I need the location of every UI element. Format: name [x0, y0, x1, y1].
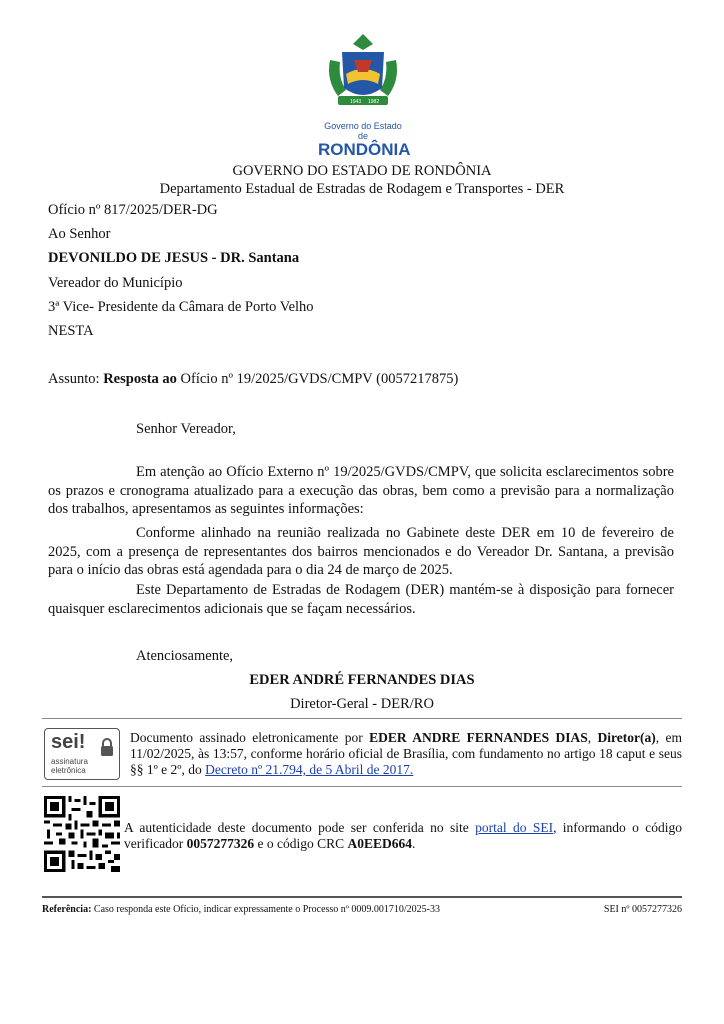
logo-line2: RONDÔNIA — [318, 140, 411, 159]
auth-end: . — [411, 836, 416, 851]
authenticity-statement — [124, 820, 682, 852]
auth-mid2: e o código CRC — [257, 836, 345, 851]
qr-code — [44, 796, 120, 872]
letter-reference: Ofício nº 817/2025/DER-DG — [48, 202, 218, 218]
footer-divider — [42, 896, 682, 898]
divider — [42, 786, 682, 787]
sig-mid: , em 11/02/2025, às 13:57, conforme horário oficial de Brasília, com fundamento no artigo 18 caput e seus §§ 1º e 2º, do — [130, 730, 682, 777]
signer-title: Diretor-Geral - DER/RO — [290, 696, 434, 712]
verification-code: 0057277326 — [186, 836, 255, 851]
subject-bold: Resposta ao — [103, 371, 177, 387]
decree-link[interactable]: Decreto nº 21.794, de 5 Abril de 2017. — [205, 762, 414, 777]
header-line2: Departamento Estadual de Estradas de Rodagem e Transportes - DER — [159, 181, 565, 197]
sig-pre: Documento assinado eletronicamente por — [130, 730, 363, 745]
footer-ref-label: Referência: — [42, 904, 92, 915]
recipient-city: NESTA — [48, 323, 94, 339]
greeting: Senhor Vereador, — [136, 421, 236, 437]
body-paragraph-2: Conforme alinhado na reunião realizada no Gabinete deste DER em 10 de fevereiro de 2025, com a presença de representantes dos bairros mencionados e do Vereador Dr. Santana, a previsão para o início das obras está agendada para o dia 24 de março de 2025. — [48, 525, 674, 578]
divider — [42, 718, 682, 719]
signer-name: EDER ANDRÉ FERNANDES DIAS — [249, 672, 475, 688]
sig-role: Diretor(a) — [597, 730, 656, 745]
subject-rest: Ofício nº 19/2025/GVDS/CMPV (0057217875) — [180, 371, 459, 387]
logo-line1: Governo do Estado de — [324, 121, 402, 141]
auth-mid: , informando o código verificador — [124, 820, 683, 851]
body-paragraph-1: Em atenção ao Ofício Externo nº 19/2025/GVDS/CMPV, que solicita esclarecimentos sobre os prazos e cronograma atualizado para a execução das obras, bem como a previsão para a normalização dos trabalhos, apresentamos as seguintes informações: — [48, 464, 674, 517]
svg-text:1943: 1943 — [350, 99, 362, 105]
signature-statement: Documento assinado eletronicamente por EDER ANDRE FERNANDES DIAS, Diretor(a), em 11/02/2025, às 13:57, conforme horário oficial de Brasília, com fundamento no artigo 18 caput e seus §§ 1º e 2º, do Decreto nº 21.794, de 5 Abril de 2017. — [130, 730, 682, 777]
lock-icon — [99, 737, 115, 757]
header-line1: GOVERNO DO ESTADO DE RONDÔNIA — [232, 163, 492, 179]
recipient-role2: 3ª Vice- Presidente da Câmara de Porto Velho — [48, 299, 314, 315]
crc-code: A0EED664 — [347, 836, 412, 851]
closing: Atenciosamente, — [136, 648, 234, 664]
sei-logo — [44, 728, 120, 780]
sei-portal-link[interactable]: portal do SEI — [475, 820, 554, 835]
auth-pre: A autenticidade deste documento pode ser conferida no site — [124, 820, 469, 835]
recipient-role1: Vereador do Município — [48, 275, 183, 291]
subject-line — [48, 371, 458, 388]
government-logo — [318, 30, 411, 159]
rondonia-coat-of-arms-icon — [318, 30, 408, 114]
document-header — [42, 162, 682, 198]
sei-logo-text: sei! — [51, 731, 86, 753]
footer-sei-number: SEI nº 0057277326 — [603, 904, 682, 915]
footer-reference — [42, 904, 440, 915]
recipient-name: DEVONILDO DE JESUS - DR. Santana — [48, 250, 300, 266]
sei-logo-sub2: eletrônica — [51, 766, 86, 775]
sig-name: EDER ANDRE FERNANDES DIAS — [369, 730, 588, 745]
body-paragraph-3: Este Departamento de Estradas de Rodagem (DER) mantém-se à disposição para fornecer quaisquer esclarecimentos adicionais que se façam necessários. — [48, 582, 674, 617]
footer-ref-text: Caso responda este Ofício, indicar expressamente o Processo nº 0009.001710/2025-33 — [93, 904, 441, 915]
svg-text:1982: 1982 — [368, 99, 380, 105]
salutation-to: Ao Senhor — [48, 226, 111, 242]
subject-label: Assunto: — [48, 371, 100, 387]
qr-code-icon — [44, 796, 120, 872]
sei-logo-sub1: assinatura — [51, 757, 88, 766]
